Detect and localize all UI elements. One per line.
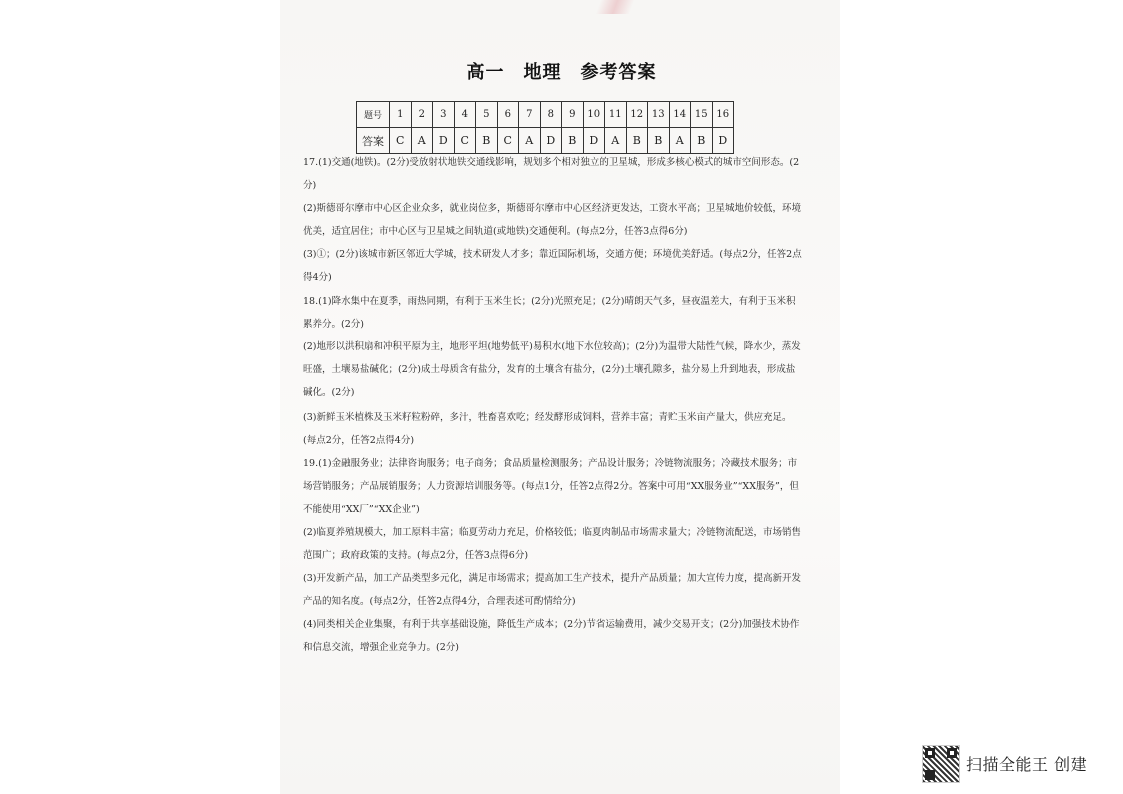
- answer-cell: B: [648, 128, 670, 154]
- answer-cell: A: [605, 128, 627, 154]
- answer-cell: D: [712, 128, 734, 154]
- answer-19-2: (2)临夏养殖规模大，加工原料丰富；临夏劳动力充足，价格较低；临夏肉制品市场需求量大；冷链物流配送，市场销售范围广；政府政策的支持。(每点2分，任答3点得6分): [303, 527, 801, 561]
- question-number-cell: 10: [583, 102, 605, 128]
- question-number-cell: 2: [411, 102, 433, 128]
- answer-17-1: 17.(1)交通(地铁)。(2分)受放射状地铁交通线影响，规划多个相对独立的卫星城，形成多核心模式的城市空间形态。(2分): [303, 157, 800, 191]
- question-number-cell: 9: [562, 102, 584, 128]
- answer-19-1: 19.(1)金融服务业；法律咨询服务；电子商务；食品质量检测服务；产品设计服务；冷链物流服务；冷藏技术服务；市场营销服务；产品展销服务；人力资源培训服务等。(每点1分，任答2点得2分。答案中可用“XX服务业”“XX服务”，但不能使用“XX厂”“XX企业”): [303, 458, 799, 515]
- answer-19-4: (4)同类相关企业集聚，有利于共享基础设施，降低生产成本；(2分)节省运输费用，减少交易开支；(2分)加强技术协作和信息交流，增强企业竞争力。(2分): [303, 619, 800, 653]
- question-number-cell: 14: [669, 102, 691, 128]
- question-number-cell: 6: [497, 102, 519, 128]
- answer-cell: A: [519, 128, 541, 154]
- answer-cell: C: [497, 128, 519, 154]
- answer-row: [357, 128, 734, 154]
- question-number-cell: 8: [540, 102, 562, 128]
- scan-edge-mark: [595, 0, 634, 14]
- question-number-cell: 12: [626, 102, 648, 128]
- answer-cell: C: [454, 128, 476, 154]
- answer-cell: B: [691, 128, 713, 154]
- question-number-cell: 5: [476, 102, 498, 128]
- question-number-header: 题号: [357, 102, 390, 128]
- question-number-cell: 3: [433, 102, 455, 128]
- question-number-cell: 15: [691, 102, 713, 128]
- question-number-cell: 11: [605, 102, 627, 128]
- answer-cell: B: [476, 128, 498, 154]
- answer-18-2: (2)地形以洪积扇和冲积平原为主，地形平坦(地势低平)易积水(地下水位较高)；(2分)为温带大陆性气候，降水少，蒸发旺盛，土壤易盐碱化；(2分)成土母质含有盐分，发育的土壤含有盐分，(2分)土壤孔隙多，盐分易上升到地表，形成盐碱化。(2分): [303, 341, 801, 398]
- document-title: 高一 地理 参考答案: [466, 62, 657, 83]
- answer-cell: D: [433, 128, 455, 154]
- answer-17-2: (2)斯德哥尔摩市中心区企业众多，就业岗位多，斯德哥尔摩市中心区经济更发达，工资水平高；卫星城地价较低，环境优美，适宜居住；市中心区与卫星城之间轨道(或地铁)交通便利。(每点2分，任答3点得6分): [303, 203, 801, 237]
- answer-18-1: 18.(1)降水集中在夏季，雨热同期，有利于玉米生长；(2分)光照充足；(2分)晴朗天气多，昼夜温差大，有利于玉米积累养分。(2分): [303, 296, 796, 330]
- answer-cell: D: [583, 128, 605, 154]
- qr-code-icon: [922, 745, 960, 783]
- answer-17-3: (3)①；(2分)该城市新区邻近大学城，技术研发人才多；靠近国际机场，交通方便；环境优美舒适。(每点2分，任答2点得4分): [303, 249, 802, 283]
- question-number-cell: 13: [648, 102, 670, 128]
- question-number-cell: 4: [454, 102, 476, 128]
- answer-18-3: (3)新鲜玉米植株及玉米籽粒粉碎，多汁，牲畜喜欢吃；经发酵形成饲料，营养丰富；青贮玉米亩产量大，供应充足。(每点2分，任答2点得4分): [303, 412, 792, 446]
- answer-cell: A: [669, 128, 691, 154]
- scanner-watermark: 扫描全能王 创建: [966, 755, 1088, 774]
- question-number-cell: 1: [390, 102, 412, 128]
- answer-19-3: (3)开发新产品，加工产品类型多元化，满足市场需求；提高加工生产技术，提升产品质量；加大宣传力度，提高新开发产品的知名度。(每点2分，任答2点得4分，合理表述可酌情给分): [303, 573, 801, 607]
- answer-cell: D: [540, 128, 562, 154]
- answer-cell: B: [626, 128, 648, 154]
- answer-cell: C: [390, 128, 412, 154]
- answer-table: [356, 101, 734, 154]
- answer-cell: B: [562, 128, 584, 154]
- answer-header: 答案: [357, 128, 390, 154]
- question-number-row: [357, 102, 734, 128]
- question-number-cell: 16: [712, 102, 734, 128]
- answer-cell: A: [411, 128, 433, 154]
- question-number-cell: 7: [519, 102, 541, 128]
